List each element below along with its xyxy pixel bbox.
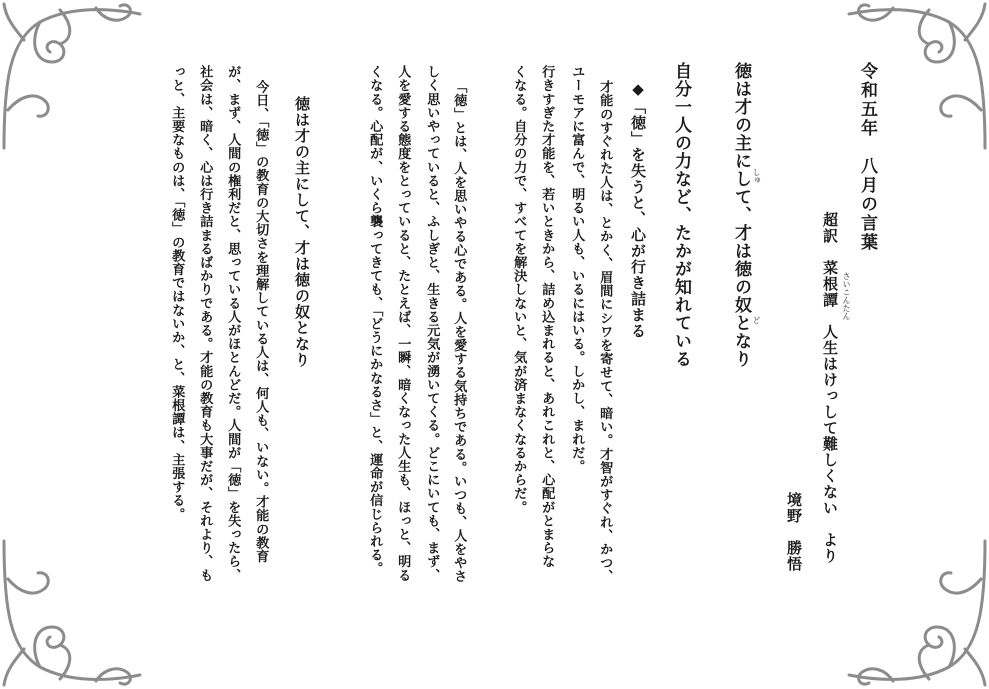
body-line: 人を愛する態度をとっていると、たとえば、一瞬、暗くなった人生も、ほっと、明る xyxy=(395,65,411,582)
body-line: ユーモアに富んで、明るい人も、いるにはいる。しかし、まれだ。 xyxy=(569,65,585,473)
body-line: 行きすぎた才能を、若いときから、詰め込まれると、あれこれと、心配がとまらな xyxy=(539,65,555,569)
ruby-saikontan: さいこんたん xyxy=(842,272,851,320)
ruby-shu: しゅ xyxy=(752,168,761,184)
corner-ornament-icon xyxy=(829,0,989,150)
body-line: っと、主要なものは、「徳」の教育ではないか、と、菜根譚は、主張する。 xyxy=(169,65,185,521)
quote-line: 徳は才の主にして、才は徳の奴となり xyxy=(293,96,311,368)
author-name: 境野 勝悟 xyxy=(785,492,803,572)
body-line: 今日、「徳」の教育の大切さを理解している人は、何人も、いない。才能の教育 xyxy=(253,80,269,563)
ruby-do: ど xyxy=(752,316,761,324)
corner-ornament-icon xyxy=(0,0,160,150)
body-line: が、まず、人間の権利だと、思っている人がほとんどだ。人間が「徳」を失ったら、 xyxy=(225,65,241,582)
headline-secondary: 自分一人の力など、たかが知れている xyxy=(671,62,691,368)
section-heading: ◆「徳」を失うと、心が行き詰まる xyxy=(629,80,647,339)
body-line: 才能のすぐれた人は、とかく、眉間にシワを寄せて、暗い。才智がすぐれ、かつ、 xyxy=(597,80,613,584)
page-title: 令和五年 八月の言葉 xyxy=(857,62,877,252)
body-line: しく思いやっていると、ふしぎと、生きる元気が湧いてくる。どこにいても、まず、 xyxy=(424,65,440,582)
body-line: くなる。心配が、いくら襲ってきても、「どうにかなるさ」と、運命が信じられる。 xyxy=(367,65,383,576)
corner-ornament-icon xyxy=(829,539,989,689)
body-line: 「徳」とは、人を思いやる心である。人を愛する気持ちである。いつも、人をやさ xyxy=(451,80,467,584)
source-line: 超訳 菜根譚 人生はけっして難しくない より xyxy=(821,212,839,564)
body-line: くなる。自分の力で、すべてを解決しないと、気が済まなくなるからだ。 xyxy=(511,65,527,514)
headline-primary: 徳は才の主にして、才は徳の奴となり xyxy=(731,62,751,368)
body-line: 社会は、暗く、心は行き詰まるばかりである。才能の教育も大事だが、それより、も xyxy=(197,65,213,582)
corner-ornament-icon xyxy=(0,539,160,689)
